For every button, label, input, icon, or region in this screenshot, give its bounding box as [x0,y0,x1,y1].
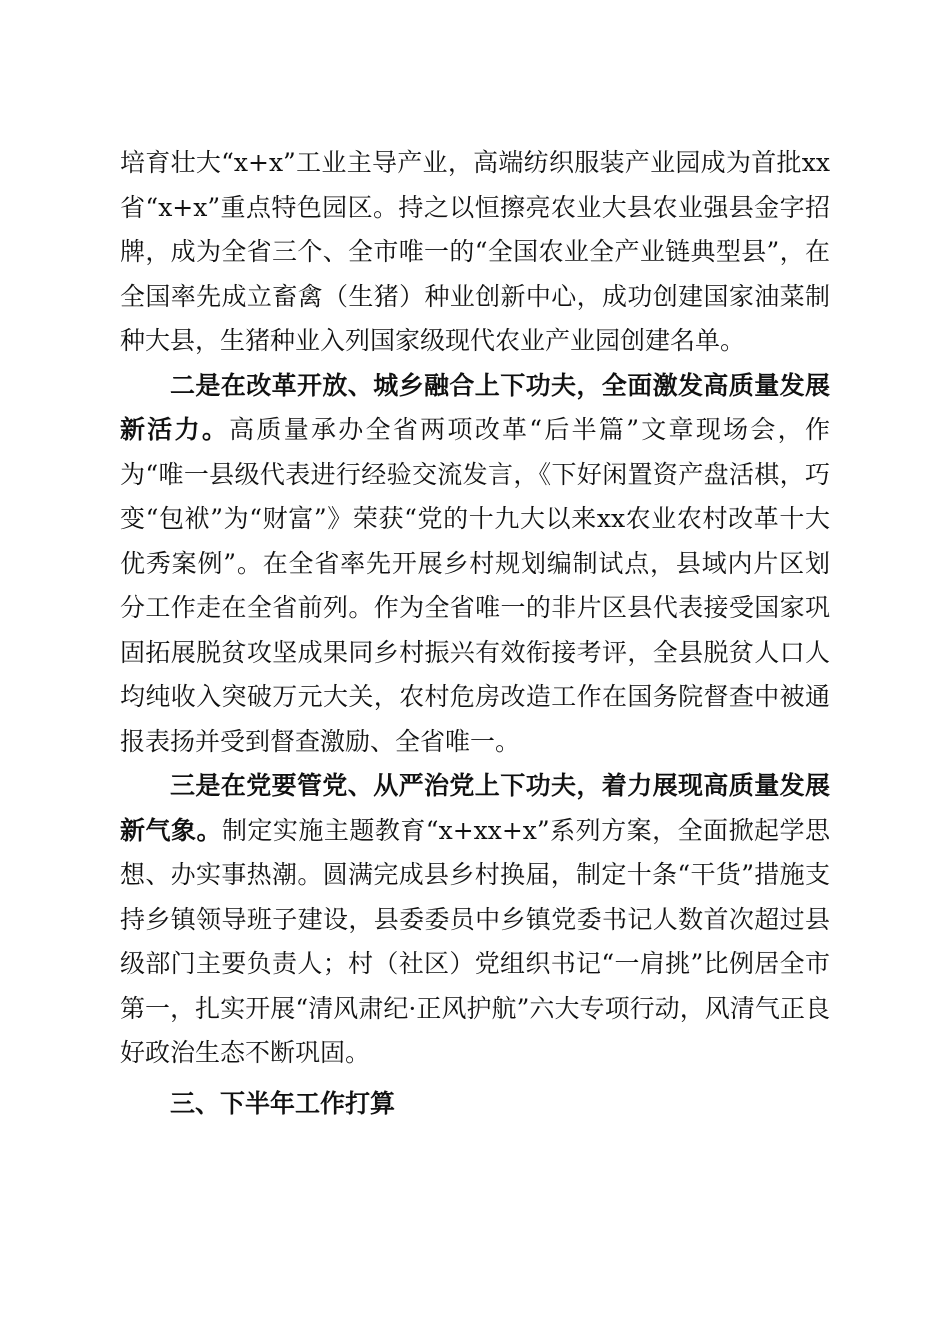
document-body [120,141,830,1126]
paragraph-party-body: 制定实施主题教育“x+xx+x”系列方案，全面掀起学思想、办实事热潮。圆满完成县乡村换届，制定十条“干货”措施支持乡镇领导班子建设，县委委员中乡镇党委书记人数首次超过县级部门主要负责人；村（社区）党组织书记“一肩挑”比例居全市第一，扎实开展“清风肃纪·正风护航”六大专项行动，风清气正良好政治生态不断巩固。 [120,815,830,1067]
paragraph-reform [120,364,830,765]
paragraph-party [120,764,830,1076]
paragraph-party-lead: 三是在党要管党、从严治党上下功夫，着力展现高质量发展新气象。 [120,771,830,845]
section-heading: 三、下半年工作打算 [170,1088,396,1118]
paragraph-reform-body: 高质量承办全省两项改革“后半篇”文章现场会，作为“唯一县级代表进行经验交流发言，《下好闲置资产盘活棋，巧变“包袱”为“财富”》荣获“党的十九大以来xx农业农村改革十大优秀案例”。在全省率先开展乡村规划编制试点，县域内片区划分工作走在全省前列。作为全省唯一的非片区县代表接受国家巩固拓展脱贫攻坚成果同乡村振兴有效衔接考评，全县脱贫人口人均纯收入突破万元大关，农村危房改造工作在国务院督查中被通报表扬并受到督查激励、全省唯一。 [120,415,830,756]
paragraph-reform-lead: 二是在改革开放、城乡融合上下功夫，全面激发高质量发展新活力。 [120,370,830,444]
paragraph-industry: 培育壮大“x+x”工业主导产业，高端纺织服装产业园成为首批xx省“x+x”重点特色园区。持之以恒擦亮农业大县农业强县金字招牌，成为全省三个、全市唯一的“全国农业全产业链典型县”，在全国率先成立畜禽（生猪）种业创新中心，成功创建国家油菜制种大县，生猪种业入列国家级现代农业产业园创建名单。 [120,148,830,355]
